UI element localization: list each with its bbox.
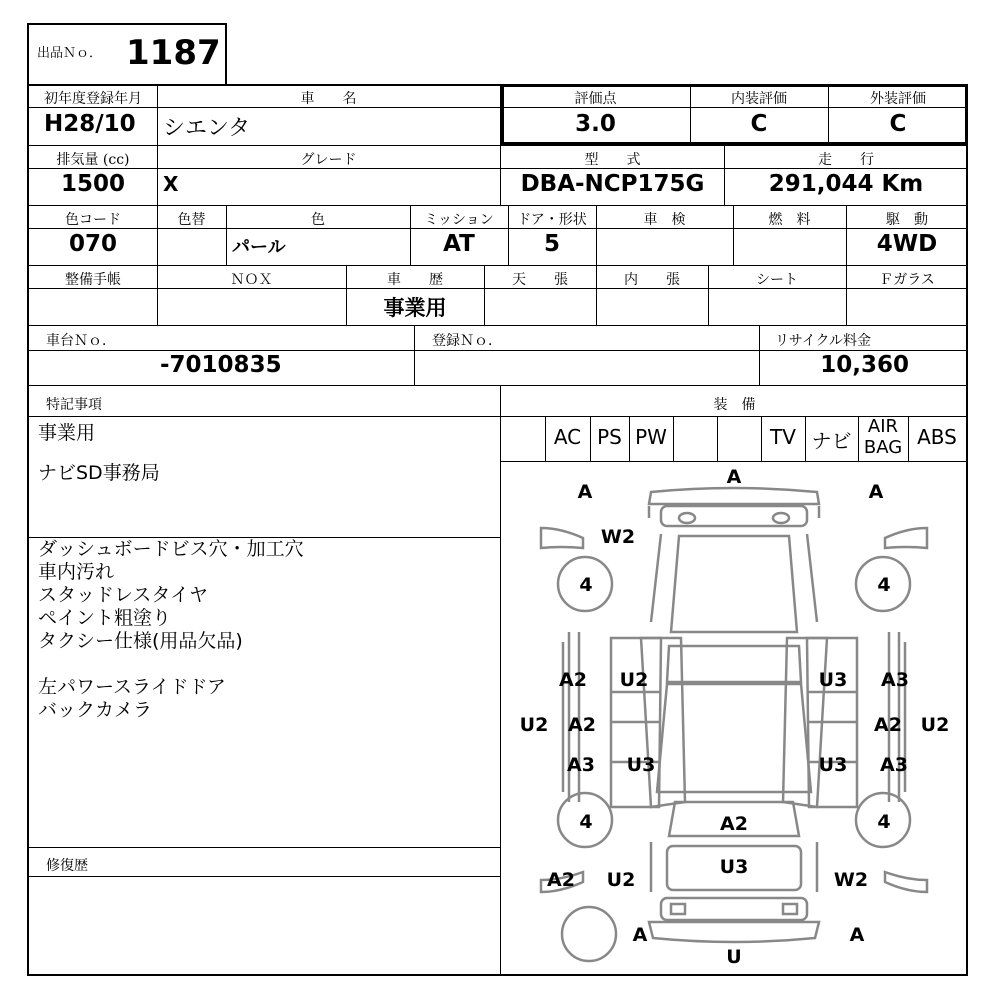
note-item: 車内汚れ bbox=[38, 561, 115, 583]
damage-mark: A bbox=[849, 924, 865, 946]
damage-mark: U2 bbox=[920, 714, 950, 736]
note-item: タクシー仕様(用品欠品) bbox=[38, 630, 243, 652]
roof-lining-label: 天 張 bbox=[512, 272, 568, 288]
interior-trim-label: 内 張 bbox=[624, 272, 680, 288]
damage-mark: A bbox=[868, 481, 884, 503]
damage-mark: U bbox=[726, 946, 742, 968]
car-name-label: 車 名 bbox=[300, 91, 357, 107]
exterior-rating-label: 外装評価 bbox=[870, 91, 926, 107]
damage-mark: 4 bbox=[877, 574, 891, 596]
recycle-fee-value: 10,360 bbox=[820, 352, 909, 378]
fuel-label: 燃 料 bbox=[768, 212, 811, 228]
equipment-item-ps: PS bbox=[597, 425, 622, 449]
note-item: 事業用 bbox=[38, 422, 96, 444]
damage-mark: U3 bbox=[719, 856, 749, 878]
damage-mark: A bbox=[726, 466, 742, 488]
equipment-item-abs: ABS bbox=[917, 425, 957, 449]
score-label: 評価点 bbox=[574, 91, 617, 107]
note-item: ナビSD事務局 bbox=[38, 462, 160, 484]
drive-value: 4WD bbox=[876, 231, 938, 257]
registration-value: H28/10 bbox=[44, 111, 136, 137]
lot-number: 1187 bbox=[126, 33, 221, 73]
damage-mark: A bbox=[632, 924, 648, 946]
damage-mark: W2 bbox=[600, 526, 636, 548]
damage-mark: 4 bbox=[579, 811, 593, 833]
color-value: パール bbox=[232, 237, 286, 258]
transmission-value: AT bbox=[443, 231, 475, 257]
grade-value: X bbox=[163, 172, 179, 196]
maintenance-book-label: 整備手帳 bbox=[65, 272, 121, 288]
interior-rating-value: C bbox=[750, 111, 768, 137]
chassis-number-value: -7010835 bbox=[160, 352, 282, 378]
repaint-label: 色替 bbox=[177, 212, 206, 228]
equipment-item-airbag: AIR BAG bbox=[863, 416, 903, 458]
damage-mark: A2 bbox=[720, 813, 748, 835]
damage-mark: A2 bbox=[559, 669, 587, 691]
drive-label: 駆 動 bbox=[886, 212, 928, 228]
damage-mark: U3 bbox=[626, 754, 656, 776]
door-label: ドア・形状 bbox=[517, 212, 587, 228]
damage-mark: A3 bbox=[881, 669, 909, 691]
recycle-fee-label: リサイクル料金 bbox=[775, 333, 872, 349]
note-item: 左パワースライドドア bbox=[38, 676, 226, 698]
notes-bottom-list bbox=[38, 538, 304, 722]
model-value: DBA-NCP175G bbox=[520, 171, 705, 197]
front-glass-label: Ｆガラス bbox=[879, 272, 935, 288]
equipment-item-tv: TV bbox=[770, 425, 796, 449]
note-item: ダッシュボードビス穴・加工穴 bbox=[38, 538, 304, 560]
note-item: バックカメラ bbox=[38, 699, 153, 721]
transmission-label: ミッション bbox=[424, 212, 494, 228]
damage-mark: U3 bbox=[818, 669, 848, 691]
damage-mark: A2 bbox=[568, 714, 596, 736]
damage-mark: U2 bbox=[519, 714, 549, 736]
vehicle-history-label: 車 歴 bbox=[387, 272, 443, 288]
model-label: 型 式 bbox=[584, 152, 641, 168]
equipment-item-navi: ナビ bbox=[811, 429, 852, 453]
color-code-value: 070 bbox=[68, 231, 117, 257]
car-name-value: シエンタ bbox=[163, 116, 251, 141]
score-value: 3.0 bbox=[575, 111, 616, 137]
mileage-value: 291,044 Km bbox=[768, 171, 924, 197]
equipment-item-ac: AC bbox=[553, 425, 582, 449]
registration-number-label: 登録Ｎｏ． bbox=[432, 333, 502, 349]
notes-top-list bbox=[38, 422, 160, 485]
color-label: 色 bbox=[311, 212, 325, 228]
repair-history-label: 修復歴 bbox=[46, 858, 88, 874]
note-item: スタッドレスタイヤ bbox=[38, 584, 209, 606]
displacement-label: 排気量 (cc) bbox=[56, 152, 130, 168]
interior-rating-label: 内装評価 bbox=[731, 91, 787, 107]
door-value: 5 bbox=[543, 231, 560, 257]
equipment-label: 装 備 bbox=[713, 397, 756, 413]
damage-mark: 4 bbox=[579, 574, 593, 596]
damage-mark: A3 bbox=[567, 754, 595, 776]
damage-mark: A2 bbox=[547, 869, 575, 891]
lot-box bbox=[27, 23, 227, 85]
damage-mark: W2 bbox=[833, 869, 869, 891]
note-item bbox=[38, 653, 304, 676]
inspection-label: 車 検 bbox=[643, 212, 686, 228]
vehicle-history-value: 事業用 bbox=[383, 296, 447, 320]
exterior-rating-value: C bbox=[889, 111, 907, 137]
damage-mark: A3 bbox=[880, 754, 908, 776]
damage-mark: U3 bbox=[818, 754, 848, 776]
color-code-label: 色コード bbox=[65, 212, 121, 228]
note-item: ペイント粗塗り bbox=[38, 607, 172, 629]
seat-label: シート bbox=[756, 272, 798, 288]
damage-mark: 4 bbox=[877, 811, 891, 833]
registration-label: 初年度登録年月 bbox=[44, 91, 142, 107]
nox-label: ＮＯＸ bbox=[230, 272, 273, 288]
equipment-item-pw: PW bbox=[635, 425, 667, 449]
damage-mark: U2 bbox=[619, 669, 649, 691]
damage-mark: A bbox=[577, 481, 593, 503]
grade-label: グレード bbox=[300, 152, 357, 168]
damage-mark: U2 bbox=[606, 869, 636, 891]
notes-label: 特記事項 bbox=[46, 397, 102, 413]
displacement-value: 1500 bbox=[60, 171, 125, 197]
mileage-label: 走 行 bbox=[818, 152, 874, 168]
lot-label: 出品Ｎｏ． bbox=[37, 46, 103, 61]
chassis-number-label: 車台Ｎｏ． bbox=[46, 333, 116, 349]
damage-mark: A2 bbox=[874, 714, 902, 736]
